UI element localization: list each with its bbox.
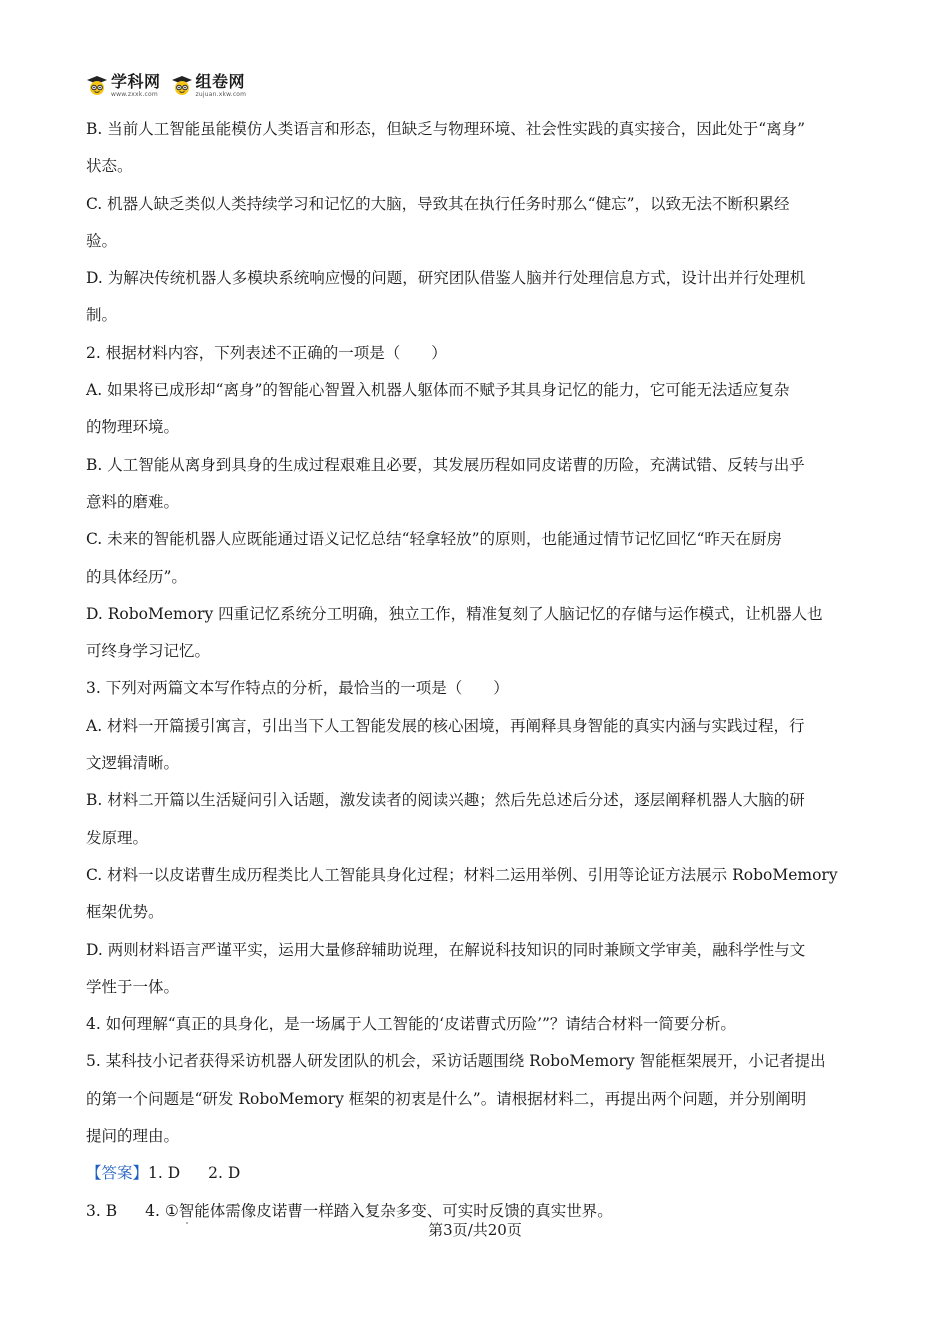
answer-tag: 【答案】 (86, 1164, 149, 1183)
text-line: C. 材料一以皮诺曹生成历程类比人工智能具身化过程；材料二运用举例、引用等论证方法展示 RoboMemory (86, 865, 838, 884)
text-line: C. 机器人缺乏类似人类持续学习和记忆的大脑，导致其在执行任务时那么“健忘”，以致无法不断积累经 (86, 194, 790, 213)
text-line: 状态。 (86, 157, 133, 176)
text-line: 提问的理由。 (86, 1127, 180, 1146)
zujuan-logo-url: zujuan.xkw.com (195, 91, 247, 98)
text-line: D. RoboMemory 四重记忆系统分工明确，独立工作，精准复刻了人脑记忆的存储与运作模式，让机器人也 (86, 604, 823, 623)
mascot-icon (171, 75, 193, 97)
answer-2: 2. D (208, 1164, 241, 1183)
text-line: 制。 (86, 306, 118, 325)
mascot-icon (86, 75, 108, 97)
answer-line (86, 1155, 862, 1192)
answer-3: 3. B (86, 1201, 118, 1220)
zxxk-logo[interactable] (86, 74, 161, 98)
text-line: 可终身学习记忆。 (86, 642, 211, 661)
text-line: A. 如果将已成形却“离身”的智能心智置入机器人躯体而不赋予其具身记忆的能力，它可能无法适应复杂 (86, 381, 790, 400)
question-stem: 4. 如何理解“真正的具身化，是一场属于人工智能的‘皮诺曹式历险’”？请结合材料一简要分析。 (86, 1015, 736, 1034)
text-line: 文逻辑清晰。 (86, 754, 180, 773)
text-line: A. 材料一开篇援引寓言，引出当下人工智能发展的核心困境，再阐释具身智能的真实内涵与实践过程，行 (86, 716, 805, 735)
text-line: C. 未来的智能机器人应既能通过语义记忆总结“轻拿轻放”的原则，也能通过情节记忆回忆“昨天在厨房 (86, 530, 782, 549)
zujuan-logo[interactable] (171, 74, 247, 98)
text-line: B. 人工智能从离身到具身的生成过程艰难且必要，其发展历程如同皮诺曹的历险，充满试错、反转与出乎 (86, 455, 805, 474)
question-stem: 3. 下列对两篇文本写作特点的分析，最恰当的一项是（ ） (86, 679, 509, 698)
zxxk-logo-title: 学科网 (111, 72, 161, 91)
text-line: 学性于一体。 (86, 977, 180, 996)
text-line: 的具体经历”。 (86, 567, 187, 586)
question-stem: 2. 根据材料内容，下列表述不正确的一项是（ ） (86, 343, 447, 362)
text-line: 的物理环境。 (86, 418, 180, 437)
text-line: 框架优势。 (86, 903, 164, 922)
page-header (86, 74, 246, 98)
zujuan-logo-title: 组卷网 (195, 72, 246, 91)
question-stem: 5. 某科技小记者获得采访机器人研发团队的机会，采访话题围绕 RoboMemory 智能框架展开，小记者提出 (86, 1052, 826, 1071)
zxxk-logo-url: www.zxxk.com (111, 91, 158, 98)
text-line: 发原理。 (86, 828, 149, 847)
text-line: 验。 (86, 231, 118, 250)
page-footer: 第3页/共20页 (428, 1221, 522, 1239)
text-line: 的第一个问题是“研发 RoboMemory 框架的初衷是什么”。请根据材料二，再提出两个问题，并分别阐明 (86, 1089, 807, 1108)
answer-4: 4. ①智能体需像皮诺曹一样踏入复杂多变、可实时反馈的真实世界。 (145, 1201, 613, 1220)
text-line: 意料的磨难。 (86, 492, 180, 511)
answer-1: 1. D (148, 1164, 181, 1183)
document-body (86, 111, 862, 1230)
text-line: D. 两则材料语言严谨平实，运用大量修辞辅助说理，在解说科技知识的同时兼顾文学审美，融科学性与文 (86, 940, 806, 959)
text-line: B. 当前人工智能虽能模仿人类语言和形态，但缺乏与物理环境、社会性实践的真实接合，因此处于“离身” (86, 120, 806, 138)
text-line: B. 材料二开篇以生活疑问引入话题，激发读者的阅读兴趣；然后先总述后分述，逐层阐释机器人大脑的研 (86, 791, 805, 810)
text-line: D. 为解决传统机器人多模块系统响应慢的问题，研究团队借鉴人脑并行处理信息方式，设计出并行处理机 (86, 269, 806, 288)
